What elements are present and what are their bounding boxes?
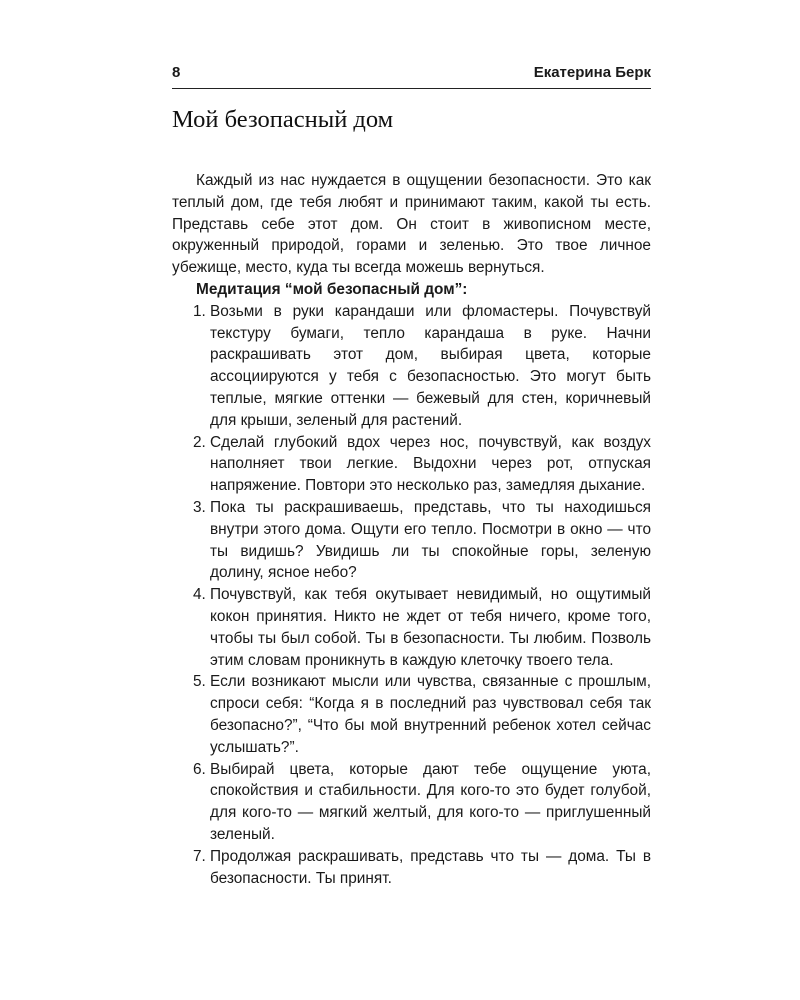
step-text: Почувствуй, как тебя окутывает невидимый, но ощутимый кокон принятия. Никто не ждет от тебя ничего, кроме того, чтобы ты был собой. Ты в безопасности. Ты любим. Позволь этим словам проникнуть в каждую клеточку твоего тела. <box>210 586 651 669</box>
step-text: Выбирай цвета, которые дают тебе ощущение уюта, спокойствия и стабильности. Для кого-то это будет голубой, для кого-то — мягкий желтый, для кого-то — приглушенный зеленый. <box>210 760 651 843</box>
list-item <box>172 846 651 890</box>
page-header <box>172 62 651 89</box>
list-item <box>172 671 651 758</box>
step-text: Если возникают мысли или чувства, связанные с прошлым, спроси себя: “Когда я в последний раз чувствовал себя так безопасно?”, “Что бы мой внутренний ребенок хотел сейчас услышать?”. <box>210 673 651 756</box>
step-text: Пока ты раскрашиваешь, представь, что ты находишься внутри этого дома. Ощути его тепло. Посмотри в окно — что ты видишь? Увидишь ли ты спокойные горы, зеленую долину, ясное небо? <box>210 498 651 582</box>
list-item <box>172 432 651 497</box>
step-number: 7. <box>193 847 206 865</box>
body-text <box>172 170 651 889</box>
step-number: 2. <box>193 433 206 451</box>
list-item <box>172 497 651 584</box>
step-text: Возьми в руки карандаши или фломастеры. Почувствуй текстуру бумаги, тепло карандаша в руке. Начни раскрашивать этот дом, выбирая цвета, которые ассоциируются у тебя с безопасностью. Это могут быть теплые, мягкие оттенки — бежевый для стен, коричневый для крыши, зеленый для растений. <box>210 302 651 429</box>
running-head-author: Екатерина Берк <box>533 64 651 81</box>
list-item <box>172 759 651 846</box>
step-number: 5. <box>193 673 206 691</box>
meditation-heading: Медитация “мой безопасный дом”: <box>196 280 468 298</box>
step-number: 6. <box>193 760 206 778</box>
step-text: Сделай глубокий вдох через нос, почувствуй, как воздух наполняет твои легкие. Выдохни через рот, отпуская напряжение. Повтори это несколько раз, замедляя дыхание. <box>210 433 651 495</box>
meditation-steps <box>172 301 651 890</box>
intro-paragraph: Каждый из нас нуждается в ощущении безопасности. Это как теплый дом, где тебя любят и принимают таким, какой ты есть. Представь себе этот дом. Он стоит в живописном месте, окруженный природой, горами и зеленью. Это твое личное убежище, место, куда ты всегда можешь вернуться. <box>172 172 651 277</box>
step-text: Продолжая раскрашивать, представь что ты — дома. Ты в безопасности. Ты принят. <box>210 847 651 887</box>
list-item <box>172 584 651 671</box>
step-number: 1. <box>193 302 206 320</box>
step-number: 4. <box>193 586 206 604</box>
step-number: 3. <box>193 498 206 516</box>
chapter-title: Мой безопасный дом <box>172 106 394 133</box>
list-item <box>172 301 651 432</box>
page-number: 8 <box>172 64 181 81</box>
